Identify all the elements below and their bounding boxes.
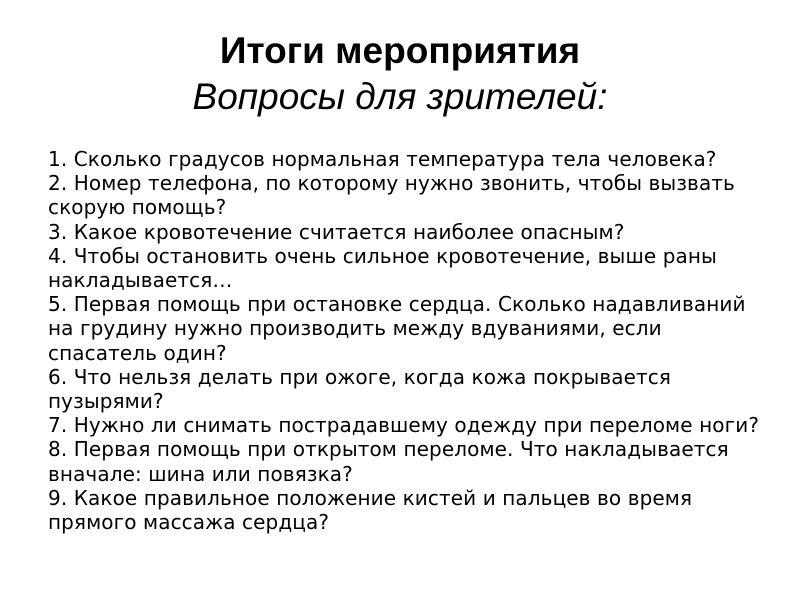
questions-list: [48, 147, 768, 534]
question-item-3: 3. Какое кровотечение считается наиболее опасным?: [48, 219, 625, 244]
title-block: [0, 28, 800, 120]
question-item-6: 6. Что нельзя делать при ожоге, когда кожа покрывается пузырями?: [48, 364, 671, 414]
question-item-7: 7. Нужно ли снимать пострадавшему одежду при переломе ноги?: [48, 413, 760, 438]
question-item-8: 8. Первая помощь при открытом переломе. Что накладывается вначале: шина или повязка?: [48, 437, 729, 486]
question-item-5: 5. Первая помощь при остановке сердца. Сколько надавливаний на грудину нужно производить между вдуваниями, если спасатель один?: [48, 292, 746, 365]
slide-title: Итоги мероприятия: [219, 30, 581, 71]
slide-subtitle: Вопросы для зрителей:: [192, 76, 608, 117]
question-item-4: 4. Чтобы остановить очень сильное кровотечение, выше раны накладывается…: [48, 243, 717, 293]
question-item-9: 9. Какое правильное положение кистей и пальцев во время прямого массажа сердца?: [48, 485, 693, 535]
question-item-2: 2. Номер телефона, по которому нужно звонить, чтобы вызвать скорую помощь?: [48, 171, 735, 220]
question-item-1: 1. Сколько градусов нормальная температура тела человека?: [48, 147, 717, 171]
